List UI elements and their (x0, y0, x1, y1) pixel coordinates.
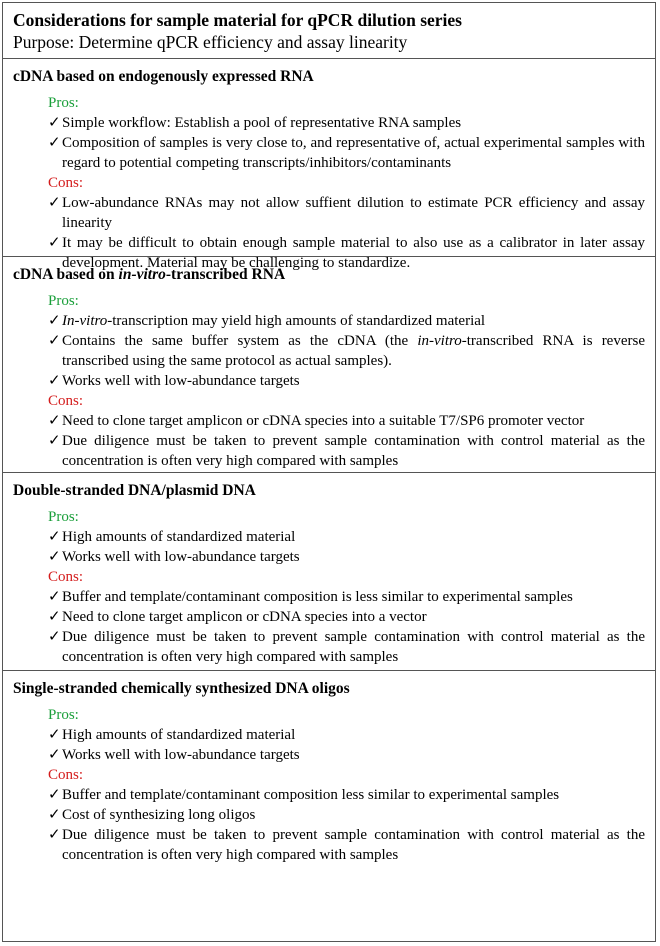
check-icon: ✓ (48, 609, 61, 625)
check-icon: ✓ (48, 807, 61, 823)
check-icon: ✓ (48, 827, 61, 843)
check-icon: ✓ (48, 135, 61, 151)
cons-label: Cons: (48, 393, 84, 409)
check-icon: ✓ (48, 589, 61, 605)
check-icon: ✓ (48, 195, 61, 211)
list-item: ✓ Buffer and template/contaminant composition less similar to experimental samples (48, 787, 560, 803)
pros-label: Pros: (48, 95, 79, 111)
check-icon: ✓ (48, 747, 61, 763)
table-subtitle: Purpose: Determine qPCR efficiency and assay linearity (13, 32, 408, 52)
list-item: ✓ Works well with low-abundance targets (48, 549, 300, 565)
table-header (3, 3, 655, 59)
check-icon: ✓ (48, 333, 61, 349)
list-item: ✓ Need to clone target amplicon or cDNA species into a suitable T7/SP6 promoter vector (48, 413, 585, 429)
list-item: ✓ High amounts of standardized material (48, 529, 296, 545)
pros-label: Pros: (48, 293, 79, 309)
list-item: ✓ Need to clone target amplicon or cDNA species into a vector (48, 609, 427, 625)
section-ssdna-oligos (3, 671, 655, 941)
check-icon: ✓ (48, 727, 61, 743)
pros-group (13, 93, 645, 273)
list-item: ✓ Cost of synthesizing long oligos (48, 807, 256, 823)
section-endogenous-rna (3, 59, 655, 271)
section-in-vitro-rna (3, 257, 655, 473)
check-icon: ✓ (48, 235, 61, 251)
section-dsdna-plasmid (3, 473, 655, 671)
check-icon: ✓ (48, 433, 61, 449)
list-item: ✓ It may be difficult to obtain enough sample material to also use as a calibrator in later assay development. Material may be challenging to standardize. (48, 235, 645, 271)
list-item: ✓ Composition of samples is very close to, and representative of, actual experimental samples with regard to potential competing transcripts/inhibitors/contaminants (48, 135, 645, 171)
cons-label: Cons: (48, 175, 84, 191)
list-item: ✓ Buffer and template/contaminant composition is less similar to experimental samples (48, 589, 573, 605)
section-title: Single-stranded chemically synthesized DNA oligos (13, 680, 350, 697)
list-item: ✓ High amounts of standardized material (48, 727, 296, 743)
considerations-table (2, 2, 656, 942)
list-item: ✓ Works well with low-abundance targets (48, 373, 300, 389)
check-icon: ✓ (48, 629, 61, 645)
pros-group (13, 291, 645, 471)
check-icon: ✓ (48, 313, 61, 329)
list-item: ✓ Simple workflow: Establish a pool of representative RNA samples (48, 115, 462, 131)
list-item: ✓ Due diligence must be taken to prevent sample contamination with control material as the concentration is often very high compared with samples (48, 827, 645, 863)
check-icon: ✓ (48, 787, 61, 803)
list-item: ✓ Contains the same buffer system as the cDNA (the in-vitro-transcribed RNA is reverse transcribed using the same protocol as actual samples). (48, 333, 645, 369)
pros-group (13, 705, 645, 865)
check-icon: ✓ (48, 115, 61, 131)
section-title: cDNA based on in-vitro-transcribed RNA (13, 266, 286, 283)
cons-label: Cons: (48, 767, 84, 783)
table-title: Considerations for sample material for qPCR dilution series (13, 10, 462, 30)
list-item: ✓ Low-abundance RNAs may not allow suffient dilution to estimate PCR efficiency and assay linearity (48, 195, 645, 231)
list-item: ✓ In-vitro-transcription may yield high amounts of standardized material (48, 313, 486, 329)
cons-label: Cons: (48, 569, 84, 585)
pros-label: Pros: (48, 707, 79, 723)
check-icon: ✓ (48, 549, 61, 565)
section-title: Double-stranded DNA/plasmid DNA (13, 482, 256, 499)
pros-group (13, 507, 645, 667)
section-title: cDNA based on endogenously expressed RNA (13, 68, 314, 85)
list-item: ✓ Due diligence must be taken to prevent sample contamination with control material as the concentration is often very high compared with samples (48, 629, 645, 665)
list-item: ✓ Works well with low-abundance targets (48, 747, 300, 763)
check-icon: ✓ (48, 413, 61, 429)
pros-label: Pros: (48, 509, 79, 525)
check-icon: ✓ (48, 529, 61, 545)
list-item: ✓ Due diligence must be taken to prevent sample contamination with control material as the concentration is often very high compared with samples (48, 433, 645, 469)
check-icon: ✓ (48, 373, 61, 389)
